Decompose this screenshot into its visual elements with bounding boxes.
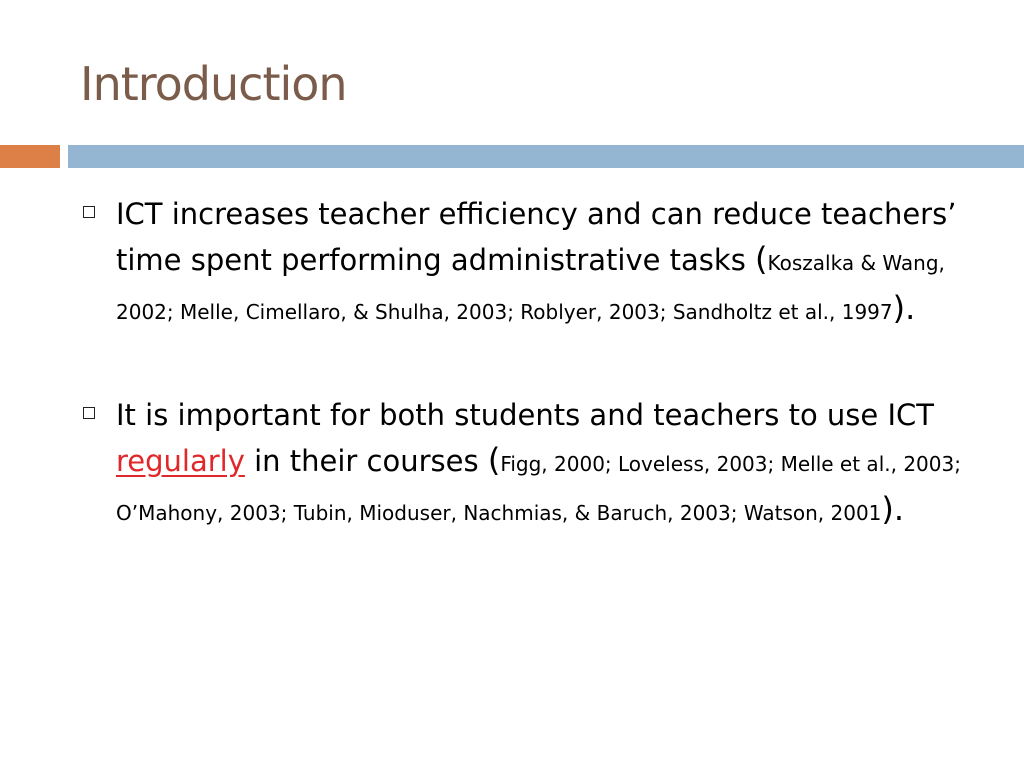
square-bullet-icon	[83, 206, 95, 218]
bullet-2-text-after: in their courses	[244, 444, 488, 478]
bullet-2-emphasis: regularly	[116, 444, 245, 478]
bullet-1-text: ICT increases teacher efficiency and can reduce teachers’ time spent performing administrative tasks	[116, 197, 957, 277]
bullet-2-citation: Figg, 2000; Loveless, 2003; Melle et al., 2003; O’Mahony, 2003; Tubin, Mioduser, Nachmias, & Baruch, 2003; Watson, 2001	[116, 452, 961, 525]
bullet-1-citation: Koszalka & Wang, 2002; Melle, Cimellaro, & Shulha, 2003; Roblyer, 2003; Sandholtz et al., 1997	[116, 251, 945, 324]
bullet-list	[80, 192, 980, 536]
slide-title: Introduction	[80, 57, 347, 111]
bullet-2-open-paren: (	[487, 441, 501, 479]
accent-bar-orange	[0, 145, 60, 168]
bullet-item-1	[80, 192, 980, 335]
bullet-1-close-paren: ).	[892, 289, 916, 327]
bullet-1-open-paren: (	[755, 240, 768, 278]
bullet-2-close-paren: ).	[881, 490, 905, 528]
bullet-2-text-before: It is important for both students and teachers to use ICT	[116, 398, 934, 432]
accent-bar-blue	[68, 145, 1024, 168]
bullet-item-2	[80, 393, 980, 536]
square-bullet-icon	[83, 407, 95, 419]
